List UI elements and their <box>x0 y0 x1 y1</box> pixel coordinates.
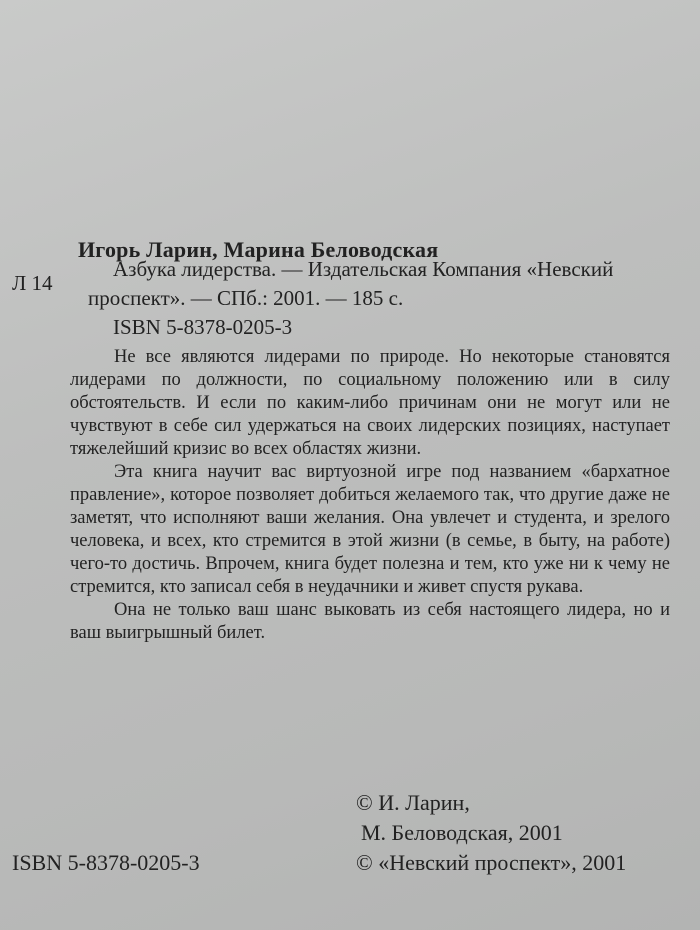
author-names: Игорь Ларин, Марина Беловодская <box>78 237 439 262</box>
book-annotation <box>70 346 670 645</box>
copyright-block <box>356 788 626 878</box>
library-classification-code: Л 14 <box>12 271 53 295</box>
annotation-paragraph: Она не только ваш шанс выковать из себя настоящего лидера, но и ваш выигрышный билет. <box>70 600 670 643</box>
bibliographic-title-line: Азбука лидерства. — Издательская Компания «Невский <box>113 257 614 281</box>
annotation-paragraph: Эта книга научит вас виртуозной игре под названием «бархатное правление», которое позволяет добиться желаемого так, что другие даже не заметят, что исполняют ваши желания. Она увлечет и студента, и зрелого человека, и всех, кто стремится в этой жизни (в семье, в быту, на работе) чего-то достичь. Впрочем, книга будет полезна и тем, кто уже ни к чему не стремится, кто записал себя в неудачники и живет спустя рукава. <box>70 462 670 597</box>
isbn-footer: ISBN 5-8378-0205-3 <box>12 850 200 875</box>
annotation-paragraph: Не все являются лидерами по природе. Но некоторые становятся лидерами по должности, по социальному положению или в силу обстоятельств. И если по каким-либо причинам они не могут или не чувствуют в себе сил удержаться на своих лидерских позициях, наступает тяжелейший кризис во всех областях жизни. <box>70 347 670 459</box>
copyright-line-coauthor: М. Беловодская, 2001 <box>361 820 563 845</box>
bibliographic-publisher-line: проспект». — СПб.: 2001. — 185 с. <box>88 286 404 310</box>
bibliographic-isbn: ISBN 5-8378-0205-3 <box>113 315 293 339</box>
copyright-line-author: © И. Ларин, <box>356 790 470 815</box>
copyright-line-publisher: © «Невский проспект», 2001 <box>356 850 627 875</box>
bibliographic-entry <box>88 255 673 342</box>
